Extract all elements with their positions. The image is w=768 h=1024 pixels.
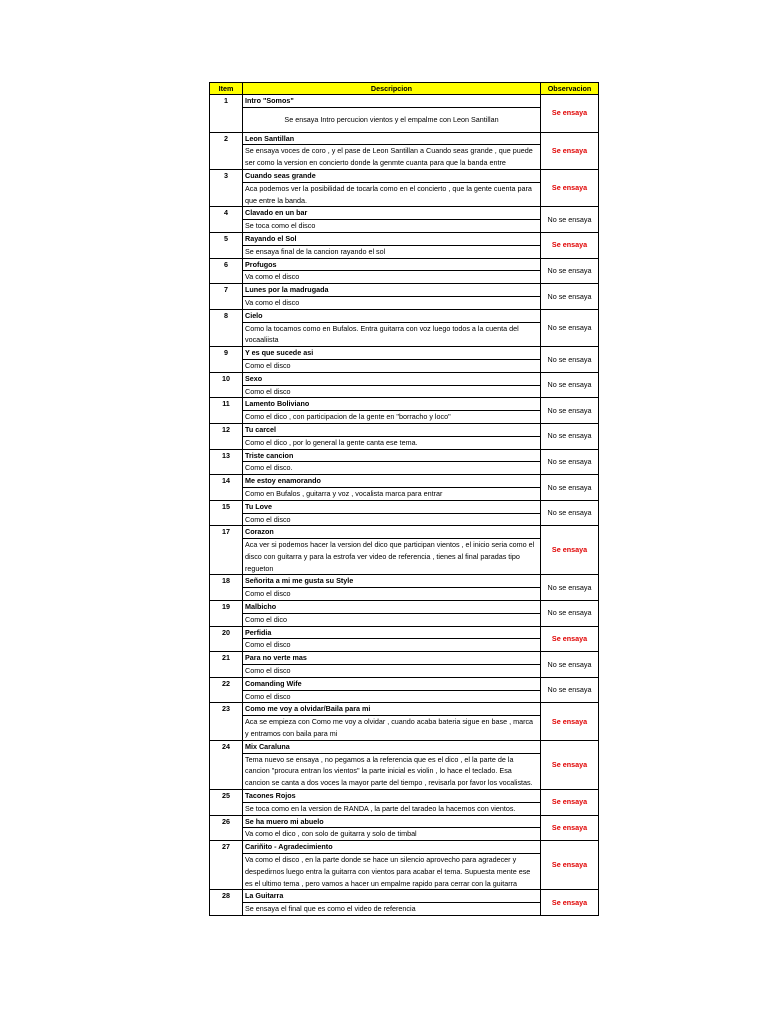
observacion-status: No se ensaya	[541, 258, 599, 284]
table-row	[210, 475, 599, 488]
song-title: Perfidia	[243, 626, 541, 639]
observacion-status: No se ensaya	[541, 575, 599, 601]
song-title: Leon Santillan	[243, 132, 541, 145]
item-number: 18	[210, 575, 243, 601]
song-description: Como el disco	[243, 385, 541, 398]
table-row-detail	[210, 802, 599, 815]
observacion-status: Se ensaya	[541, 95, 599, 133]
observacion-status: Se ensaya	[541, 841, 599, 890]
table-row	[210, 207, 599, 220]
header-row	[210, 83, 599, 95]
table-row	[210, 372, 599, 385]
song-description: Tema nuevo se ensaya , no pegamos a la referencia que es el dico , el la parte de la cancion "procura entran los vientos" la parte inicial es violin , lo hace el teclado. Esa cancion se canta a dos voces la mayor parte del tiempo , revisarla por favor los vocalistas.	[243, 753, 541, 789]
observacion-status: No se ensaya	[541, 398, 599, 424]
item-number: 14	[210, 475, 243, 501]
item-number: 11	[210, 398, 243, 424]
observacion-status: Se ensaya	[541, 890, 599, 916]
song-title: Malbicho	[243, 601, 541, 614]
table-row	[210, 309, 599, 322]
item-number: 19	[210, 601, 243, 627]
song-description: Como el disco	[243, 665, 541, 678]
table-row-detail	[210, 854, 599, 890]
song-description: Como el dico , con participacion de la gente en "borracho y loco"	[243, 411, 541, 424]
item-number: 1	[210, 95, 243, 133]
song-title: Tu carcel	[243, 423, 541, 436]
observacion-status: Se ensaya	[541, 790, 599, 816]
table-row-detail	[210, 588, 599, 601]
item-number: 5	[210, 232, 243, 258]
table-row	[210, 526, 599, 539]
song-title: Me estoy enamorando	[243, 475, 541, 488]
song-title: Corazon	[243, 526, 541, 539]
song-title: La Guitarra	[243, 890, 541, 903]
table-row-detail	[210, 753, 599, 789]
song-title: Tu Love	[243, 500, 541, 513]
table-row-detail	[210, 359, 599, 372]
table-row	[210, 284, 599, 297]
item-number: 26	[210, 815, 243, 841]
item-number: 25	[210, 790, 243, 816]
header-item: Item	[210, 83, 243, 95]
observacion-status: Se ensaya	[541, 526, 599, 575]
song-description: Se toca como el disco	[243, 220, 541, 233]
table-row	[210, 232, 599, 245]
item-number: 2	[210, 132, 243, 169]
table-row-detail	[210, 716, 599, 741]
item-number: 28	[210, 890, 243, 916]
observacion-status: Se ensaya	[541, 169, 599, 206]
observacion-status: No se ensaya	[541, 423, 599, 449]
item-number: 17	[210, 526, 243, 575]
item-number: 15	[210, 500, 243, 526]
table-row-detail	[210, 513, 599, 526]
table-row-detail	[210, 903, 599, 916]
table-row	[210, 626, 599, 639]
song-description: Como el disco	[243, 690, 541, 703]
song-description: Como el disco	[243, 639, 541, 652]
observacion-status: No se ensaya	[541, 652, 599, 678]
table-row-detail	[210, 182, 599, 207]
song-title: Clavado en un bar	[243, 207, 541, 220]
observacion-status: No se ensaya	[541, 677, 599, 703]
song-title: Cielo	[243, 309, 541, 322]
item-number: 8	[210, 309, 243, 346]
table-row	[210, 677, 599, 690]
observacion-status: No se ensaya	[541, 475, 599, 501]
table-row	[210, 449, 599, 462]
song-description: Se ensaya final de la cancion rayando el sol	[243, 245, 541, 258]
song-description: Como el disco	[243, 513, 541, 526]
table-row	[210, 575, 599, 588]
song-title: Intro "Somos"	[243, 95, 541, 108]
item-number: 24	[210, 740, 243, 789]
item-number: 27	[210, 841, 243, 890]
song-description: Aca podemos ver la posibilidad de tocarla como en el concierto , que la gente cuenta para que entre la banda.	[243, 182, 541, 207]
table-row	[210, 652, 599, 665]
table-row-detail	[210, 385, 599, 398]
table-row	[210, 703, 599, 716]
song-description: Se toca como en la version de RANDA , la parte del taradeo la hacemos con vientos.	[243, 802, 541, 815]
observacion-status: Se ensaya	[541, 626, 599, 652]
table-row-detail	[210, 639, 599, 652]
song-description: Como el dico	[243, 613, 541, 626]
song-title: Cariñito - Agradecimiento	[243, 841, 541, 854]
song-description: Se ensaya Intro percucion vientos y el empalme con Leon Santillan	[243, 107, 541, 132]
table-row	[210, 423, 599, 436]
song-title: Sexo	[243, 372, 541, 385]
table-row	[210, 398, 599, 411]
table-row	[210, 258, 599, 271]
song-title: Cuando seas grande	[243, 169, 541, 182]
table-row	[210, 740, 599, 753]
item-number: 21	[210, 652, 243, 678]
item-number: 13	[210, 449, 243, 475]
song-description: Como en Bufalos , guitarra y voz , vocalista marca para entrar	[243, 487, 541, 500]
table-row-detail	[210, 107, 599, 132]
song-title: Lamento Boliviano	[243, 398, 541, 411]
header-descripcion: Descripcion	[243, 83, 541, 95]
table-row	[210, 890, 599, 903]
table-row-detail	[210, 245, 599, 258]
song-title: Rayando el Sol	[243, 232, 541, 245]
table-row-detail	[210, 271, 599, 284]
table-row-detail	[210, 411, 599, 424]
item-number: 20	[210, 626, 243, 652]
song-title: Mix Caraluna	[243, 740, 541, 753]
song-description: Como el disco	[243, 359, 541, 372]
table-row	[210, 601, 599, 614]
table-row-detail	[210, 487, 599, 500]
table-row	[210, 500, 599, 513]
table-row-detail	[210, 436, 599, 449]
item-number: 3	[210, 169, 243, 206]
song-description: Aca ver si podemos hacer la version del dico que participan vientos , el inicio seria como el disco con guitarra y para la estrofa ver video de referencia , tienes al final paradas tipo regueton	[243, 539, 541, 575]
observacion-status: Se ensaya	[541, 740, 599, 789]
table-row	[210, 132, 599, 145]
song-title: Triste cancion	[243, 449, 541, 462]
header-observacion: Observacion	[541, 83, 599, 95]
song-description: Se ensaya el final que es como el video de referencia	[243, 903, 541, 916]
observacion-status: Se ensaya	[541, 132, 599, 169]
song-description: Se ensaya voces de coro , y el pase de Leon Santillan a Cuando seas grande , que puede ser como la version en concierto donde la genmte cuanta para que la banda entre	[243, 145, 541, 170]
table-row	[210, 815, 599, 828]
song-description: Como la tocamos como en Bufalos. Entra guitarra con voz luego todos a la cuenta del vocaaliista	[243, 322, 541, 347]
observacion-status: Se ensaya	[541, 703, 599, 740]
table-row	[210, 169, 599, 182]
item-number: 7	[210, 284, 243, 310]
item-number: 9	[210, 347, 243, 373]
table-row-detail	[210, 613, 599, 626]
table-row-detail	[210, 690, 599, 703]
table-row	[210, 95, 599, 108]
setlist-table	[209, 82, 599, 916]
table-row	[210, 841, 599, 854]
observacion-status: Se ensaya	[541, 815, 599, 841]
table-row-detail	[210, 220, 599, 233]
table-row	[210, 347, 599, 360]
observacion-status: No se ensaya	[541, 207, 599, 233]
item-number: 22	[210, 677, 243, 703]
song-description: Va como el disco	[243, 271, 541, 284]
song-title: Comanding Wife	[243, 677, 541, 690]
item-number: 10	[210, 372, 243, 398]
observacion-status: No se ensaya	[541, 449, 599, 475]
song-description: Va como el disco , en la parte donde se hace un silencio aprovecho para agradecer y despedirnos luego entra la guitarra con vientos para acabar el tema. Supuesta mente ese es el ultimo tema , pero vamos a hacer un empalme rapido para cerrar con la guitarra	[243, 854, 541, 890]
table-row-detail	[210, 828, 599, 841]
song-description: Como el dico , por lo general la gente canta ese tema.	[243, 436, 541, 449]
table-row-detail	[210, 462, 599, 475]
song-title: Se ha muero mi abuelo	[243, 815, 541, 828]
item-number: 23	[210, 703, 243, 740]
table-row-detail	[210, 539, 599, 575]
observacion-status: Se ensaya	[541, 232, 599, 258]
item-number: 4	[210, 207, 243, 233]
song-description: Como el disco	[243, 588, 541, 601]
song-title: Para no verte mas	[243, 652, 541, 665]
table-row-detail	[210, 665, 599, 678]
song-description: Va como el disco	[243, 296, 541, 309]
song-title: Lunes por la madrugada	[243, 284, 541, 297]
table-row-detail	[210, 322, 599, 347]
observacion-status: No se ensaya	[541, 284, 599, 310]
observacion-status: No se ensaya	[541, 347, 599, 373]
song-title: Señorita a mi me gusta su Style	[243, 575, 541, 588]
song-title: Profugos	[243, 258, 541, 271]
song-description: Va como el dico , con solo de guitarra y solo de timbal	[243, 828, 541, 841]
song-title: Tacones Rojos	[243, 790, 541, 803]
item-number: 6	[210, 258, 243, 284]
song-description: Aca se empieza con Como me voy a olvidar , cuando acaba bateria sigue en base , marca y entramos con baila para mi	[243, 716, 541, 741]
table-row	[210, 790, 599, 803]
observacion-status: No se ensaya	[541, 601, 599, 627]
item-number: 12	[210, 423, 243, 449]
table-row-detail	[210, 296, 599, 309]
table-row-detail	[210, 145, 599, 170]
observacion-status: No se ensaya	[541, 500, 599, 526]
song-title: Y es que sucede asi	[243, 347, 541, 360]
song-title: Como me voy a olvidar/Baila para mi	[243, 703, 541, 716]
song-description: Como el disco.	[243, 462, 541, 475]
observacion-status: No se ensaya	[541, 372, 599, 398]
observacion-status: No se ensaya	[541, 309, 599, 346]
